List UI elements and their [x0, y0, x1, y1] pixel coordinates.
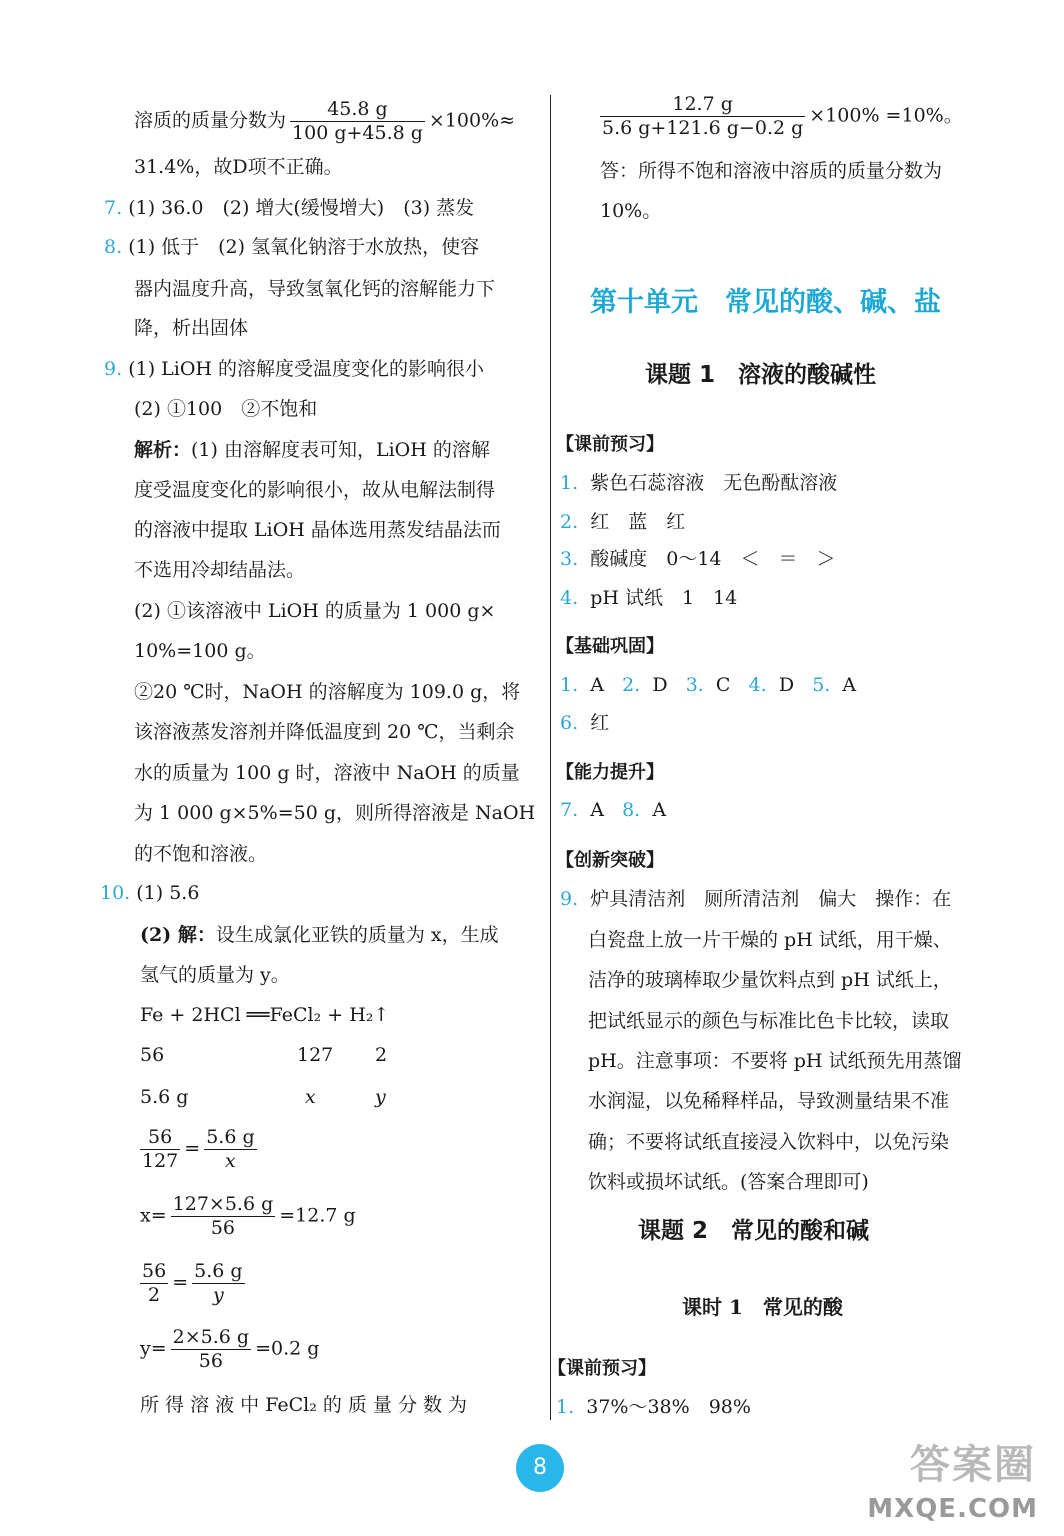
item-number: 2. — [622, 674, 641, 696]
section-preview: 【课前预习】 — [556, 434, 664, 455]
text: =0.2 g — [255, 1337, 320, 1360]
q9-analysis-6: 10%=100 g。 — [134, 640, 266, 662]
fraction — [140, 1128, 180, 1171]
section-ability: 【能力提升】 — [556, 762, 664, 783]
fraction-denominator: y — [212, 1284, 224, 1306]
question-10 — [100, 884, 199, 903]
molar-mass-3: 2 — [375, 1044, 388, 1066]
q9-analysis-4: 不选用冷却结晶法。 — [134, 559, 306, 581]
innovation-2: 白瓷盘上放一片干燥的 pH 试纸，用干燥、 — [588, 929, 952, 951]
q10-line-2 — [140, 926, 499, 945]
fraction-denominator: 5.6 g+121.6 g−0.2 g — [602, 117, 804, 139]
fraction-numerator: 127×5.6 g — [172, 1193, 274, 1215]
answer-text: D — [778, 674, 795, 696]
fraction-numerator: 56 — [142, 1260, 167, 1282]
fraction-numerator: 12.7 g — [600, 95, 805, 117]
fraction-numerator: 5.6 g — [206, 1126, 255, 1148]
fraction-numerator: 56 — [140, 1128, 180, 1150]
text: =12.7 g — [279, 1204, 356, 1227]
item-number: 5. — [812, 674, 831, 696]
q9-analysis-9: 水的质量为 100 g 时，溶液中 NaOH 的质量 — [134, 762, 520, 784]
innovation-7: 确；不要将试纸直接浸入饮料中，以免污染 — [588, 1131, 950, 1153]
fraction-numerator: 45.8 g — [290, 100, 425, 122]
answer-line-2: 10%。 — [600, 200, 662, 222]
question-number: 10. — [100, 882, 131, 904]
text: y= — [140, 1337, 167, 1360]
question-number: 9. — [104, 358, 123, 380]
q9-analysis-3: 的溶液中提取 LiOH 晶体选用蒸发结晶法而 — [134, 519, 501, 541]
preview-1 — [560, 474, 837, 493]
fraction — [171, 1328, 251, 1371]
answer-text: 紫色石蕊溶液 无色酚酞溶液 — [590, 472, 838, 494]
answer-text: 酸碱度 0～14 ＜ ＝ ＞ — [590, 548, 836, 570]
fraction — [192, 1262, 244, 1305]
fraction-denominator: 2 — [148, 1284, 161, 1306]
item-number: 1. — [560, 674, 579, 696]
section-preview-2: 【课前预习】 — [548, 1358, 656, 1379]
period-1-title: 课时 1 常见的酸 — [682, 1295, 843, 1319]
fraction — [204, 1128, 256, 1171]
fraction — [290, 100, 425, 143]
right-fraction-line — [600, 95, 963, 138]
q9-analysis-10: 为 1 000 g×5%=50 g，则所得溶液是 NaOH — [134, 802, 536, 824]
q8-line-3: 降，析出固体 — [134, 317, 249, 339]
molar-mass-1: 56 — [140, 1044, 165, 1066]
item-number: 3. — [560, 548, 579, 570]
ability-answers — [560, 801, 666, 820]
answer-text: 37%～38% 98% — [586, 1396, 751, 1418]
item-number: 1. — [556, 1396, 575, 1418]
answer-text: D — [652, 674, 668, 696]
question-number: 8. — [104, 236, 123, 258]
item-number: 3. — [685, 674, 704, 696]
watermark-logo-text: 答案圈 — [910, 1442, 1036, 1488]
basic-answers — [560, 676, 856, 695]
q9-analysis-2: 度受温度变化的影响很小，故从电解法制得 — [134, 479, 496, 501]
answer-text: (1) 36.0 (2) 增大(缓慢增大) (3) 蒸发 — [128, 197, 475, 219]
basic-answer-6 — [560, 714, 609, 733]
question-8 — [104, 238, 479, 257]
column-divider — [550, 95, 551, 1420]
section-basic: 【基础巩固】 — [556, 636, 664, 657]
innovation-6: 水润湿，以免稀释样品，导致测量结果不准 — [588, 1090, 950, 1112]
left-line-1 — [134, 100, 515, 143]
fraction-numerator: 2×5.6 g — [172, 1326, 250, 1348]
question-7 — [104, 199, 474, 218]
preview-3 — [560, 550, 836, 569]
item-number: 4. — [560, 587, 579, 609]
solution-label: (2) 解： — [140, 924, 216, 946]
q9-analysis-7: ②20 ℃时，NaOH 的溶解度为 109.0 g，将 — [134, 681, 521, 703]
innovation-5: pH。注意事项：不要将 pH 试纸预先用蒸馏 — [588, 1050, 962, 1072]
preview-2 — [560, 513, 685, 532]
chemical-equation: Fe + 2HCl ══FeCl₂ + H₂↑ — [140, 1004, 390, 1026]
left-line-2: 31.4%，故D项不正确。 — [134, 156, 343, 178]
q10-line-3: 氢气的质量为 y。 — [140, 964, 290, 986]
item-number: 1. — [560, 472, 579, 494]
innovation-1 — [560, 890, 951, 909]
fraction-denominator: 56 — [210, 1217, 236, 1239]
solve-x — [140, 1195, 356, 1238]
innovation-4: 把试纸显示的颜色与标准比色卡比较，读取 — [588, 1010, 950, 1032]
fraction — [171, 1195, 276, 1238]
page-number-badge: 8 — [516, 1444, 564, 1492]
fraction-denominator: 100 g+45.8 g — [292, 122, 423, 144]
answer-text: (1) 低于 (2) 氢氧化钠溶于水放热，使容 — [128, 236, 480, 258]
q9-analysis-5: (2) ①该溶液中 LiOH 的质量为 1 000 g× — [134, 600, 496, 622]
item-number: 2. — [560, 511, 579, 533]
q9-analysis-8: 该溶液蒸发溶剂并降低温度到 20 ℃，当剩余 — [134, 721, 515, 743]
q9-line-2: (2) ①100 ②不饱和 — [134, 398, 318, 420]
fraction-numerator: 5.6 g — [194, 1260, 243, 1282]
mass-known: 5.6 g — [140, 1086, 189, 1108]
answer-line: 答：所得不饱和溶液中溶质的质量分数为 — [600, 160, 943, 182]
molar-mass-2: 127 — [297, 1044, 334, 1066]
unit-title: 第十单元 常见的酸、碱、盐 — [590, 287, 941, 318]
answer-text: A — [590, 799, 604, 821]
question-number: 7. — [104, 197, 123, 219]
fraction-denominator: 56 — [198, 1350, 223, 1372]
item-number: 9. — [560, 888, 579, 910]
answer-text: C — [715, 674, 731, 696]
preview-4 — [560, 589, 737, 608]
q9-analysis-1 — [134, 441, 490, 460]
answer-text: A — [590, 674, 604, 696]
answer-text: 炉具清洁剂 厕所清洁剂 偏大 操作：在 — [590, 888, 952, 910]
watermark-logo — [867, 1440, 1054, 1528]
preview2-1 — [556, 1398, 751, 1417]
left-last-line: 所 得 溶 液 中 FeCl₂ 的 质 量 分 数 为 — [140, 1394, 468, 1416]
innovation-8: 饮料或损坏试纸。(答案合理即可) — [588, 1171, 869, 1193]
item-number: 6. — [560, 712, 579, 734]
text: 溶质的质量分数为 — [134, 109, 287, 132]
answer-text: (1) 5.6 — [136, 882, 200, 904]
proportion-2: $\frac{56}{2}$ = $\frac{5.6 g}{y}$ — [142, 1260, 243, 1306]
q8-line-2: 器内温度升高，导致氢氧化钙的溶解能力下 — [134, 278, 496, 300]
text: x= — [140, 1204, 167, 1227]
question-9 — [104, 360, 484, 379]
text: (1) 由溶解度表可知，LiOH 的溶解 — [191, 439, 490, 461]
proportion-1: $\frac{56}{127}$ = $\frac{5.6 g}{x}$ — [142, 1126, 255, 1172]
section-innovation: 【创新突破】 — [556, 850, 664, 871]
watermark-site-text: MXQE.COM — [867, 1494, 1038, 1524]
fraction — [600, 95, 805, 138]
analysis-label: 解析： — [134, 439, 192, 461]
item-number: 4. — [748, 674, 767, 696]
text: ×100% =10%。 — [809, 104, 963, 127]
answer-text: A — [652, 799, 667, 821]
lesson-1-title: 课题 1 溶液的酸碱性 — [645, 362, 877, 388]
mass-y: y — [375, 1086, 386, 1108]
fraction-denominator: 127 — [142, 1150, 179, 1172]
text: ×100%≈ — [428, 109, 516, 132]
solve-y — [140, 1328, 319, 1371]
innovation-3: 洁净的玻璃棒取少量饮料点到 pH 试纸上， — [588, 969, 952, 991]
lesson-2-title: 课题 2 常见的酸和碱 — [638, 1218, 870, 1244]
text: 设生成氯化亚铁的质量为 x，生成 — [215, 924, 499, 946]
answer-text: 红 蓝 红 — [590, 511, 686, 533]
answer-text: A — [842, 674, 857, 696]
answer-text: (1) LiOH 的溶解度受温度变化的影响很小 — [128, 358, 485, 380]
item-number: 7. — [560, 799, 579, 821]
fraction — [140, 1262, 168, 1305]
item-number: 8. — [622, 799, 641, 821]
mass-x: x — [305, 1086, 316, 1108]
q9-analysis-11: 的不饱和溶液。 — [134, 843, 268, 865]
answer-text: 红 — [590, 712, 610, 734]
answer-text: pH 试纸 1 14 — [590, 587, 738, 609]
fraction-denominator: x — [225, 1150, 236, 1172]
